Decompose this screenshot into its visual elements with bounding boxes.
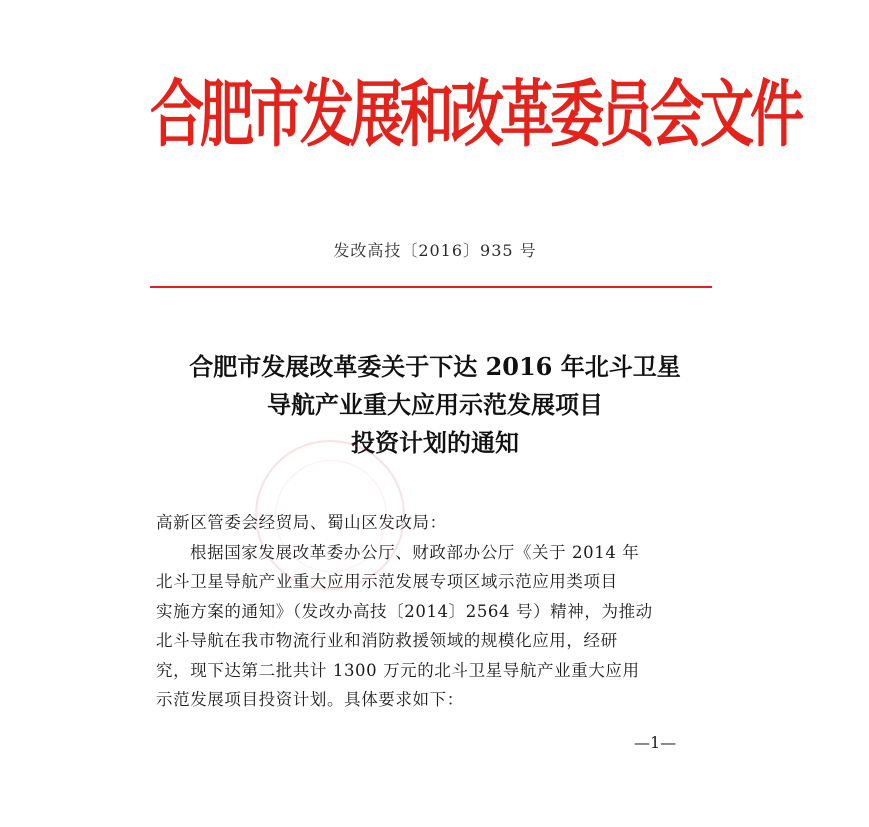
notice-title-line-3: 投资计划的通知 xyxy=(351,428,519,457)
notice-title-line-2: 导航产业重大应用示范发展项目 xyxy=(267,390,603,419)
page-number: —1— xyxy=(634,733,677,752)
notice-title-line-1: 合肥市发展改革委关于下达 2016 年北斗卫星 xyxy=(189,352,681,381)
paragraph-line: 北斗卫星导航产业重大应用示范发展专项区域示范应用类项目 xyxy=(156,572,618,591)
paragraph-line: 究，现下达第二批共计 1300 万元的北斗卫星导航产业重大应用 xyxy=(156,660,640,680)
paragraph-line: 北斗导航在我市物流行业和消防救援领域的规模化应用，经研 xyxy=(156,631,618,650)
body-text xyxy=(156,508,716,715)
paragraph-line: 实施方案的通知》（发改办高技〔2014〕2564 号）精神，为推动 xyxy=(156,601,653,621)
paragraph-line: 示范发展项目投资计划。具体要求如下： xyxy=(156,690,464,709)
document-header-title: 合肥市发展和改革委员会文件 xyxy=(150,71,800,157)
document-number: 发改高技〔2016〕935 号 xyxy=(333,241,537,260)
paragraph-line: 根据国家发展改革委办公厅、财政部办公厅《关于 2014 年 xyxy=(190,542,640,562)
red-separator-line xyxy=(150,286,712,288)
notice-title xyxy=(140,348,730,462)
addressee-line: 高新区管委会经贸局、蜀山区发改局： xyxy=(156,513,447,532)
